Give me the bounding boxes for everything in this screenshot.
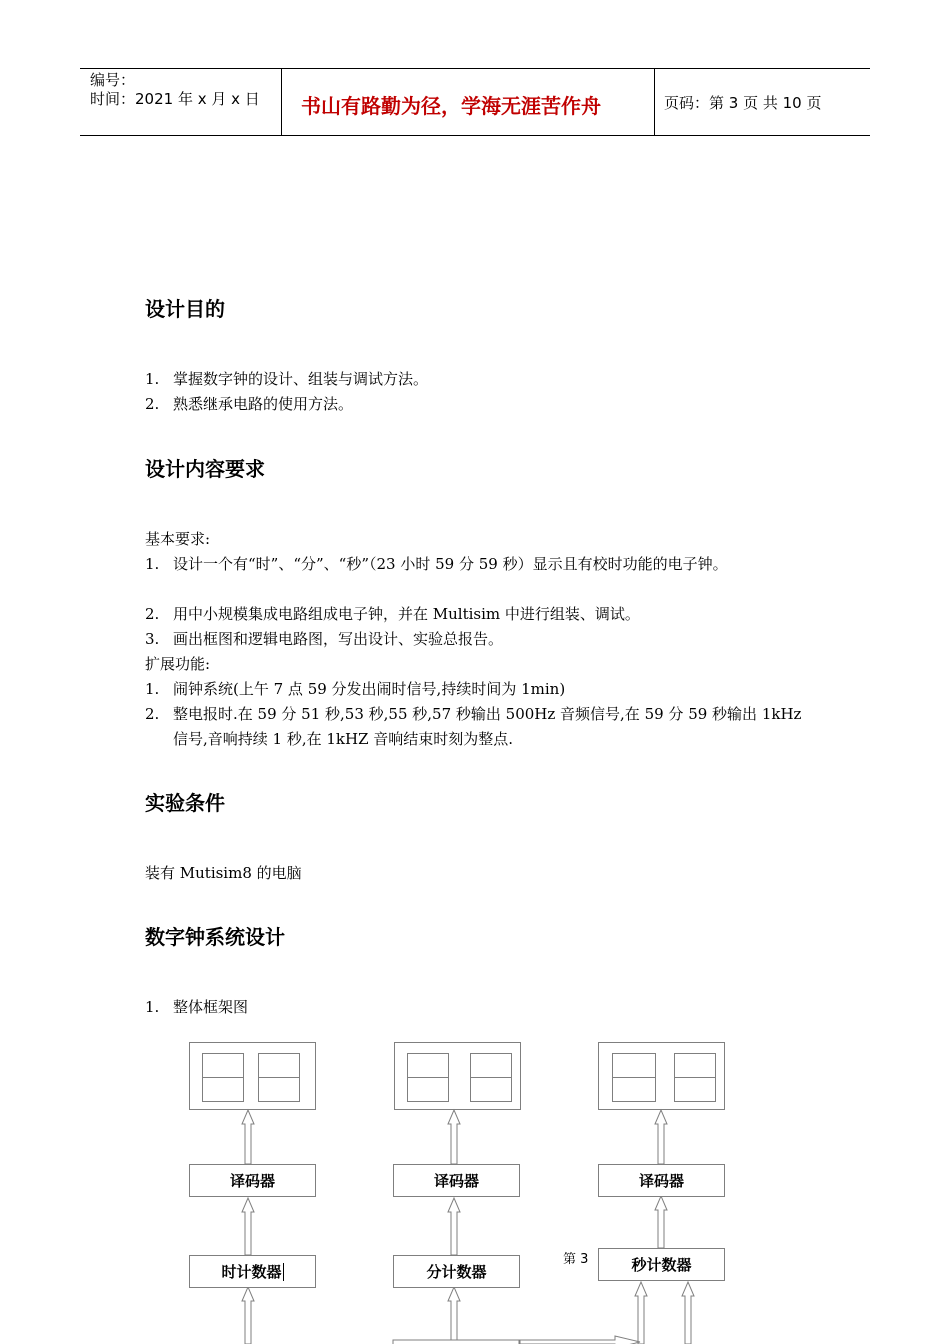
header-page-label: 页码：第 3 页 共 10 页 <box>664 94 822 112</box>
list-item-text: 用中小规模集成电路组成电子钟，并在 Multisim 中进行组装、调试。 <box>173 605 640 623</box>
list-item-number: 1. <box>145 555 160 573</box>
cut-off-box <box>393 1340 519 1344</box>
list-item-text: 熟悉继承电路的使用方法。 <box>173 395 354 413</box>
arrow-up <box>448 1198 460 1255</box>
list-item-text: 掌握数字钟的设计、组装与调试方法。 <box>173 370 429 388</box>
arrow-right <box>520 1336 640 1344</box>
conditions-text: 装有 Mutisim8 的电脑 <box>145 864 302 882</box>
list-item-number: 3. <box>145 630 160 648</box>
list-item-number: 2. <box>145 605 160 623</box>
arrow-up <box>448 1110 460 1164</box>
header-number-label: 编号： <box>90 71 136 89</box>
arrow-up <box>655 1110 667 1164</box>
arrow-up <box>242 1198 254 1255</box>
arrow-up <box>242 1287 254 1344</box>
list-item-number: 1. <box>145 680 160 698</box>
hour-counter-box <box>189 1255 316 1288</box>
hour-counter-label: 时计数器 <box>221 1263 282 1281</box>
arrow-up <box>242 1110 254 1164</box>
list-item-text: 画出框图和逻辑电路图，写出设计、实验总报告。 <box>173 630 504 648</box>
header-time-label: 时间：2021 年 x 月 x 日 <box>90 90 260 108</box>
heading-system-design: 数字钟系统设计 <box>145 925 285 949</box>
heading-conditions: 实验条件 <box>145 791 225 815</box>
list-item-number: 2. <box>145 705 160 723</box>
second-decoder-box: 译码器 <box>598 1164 725 1197</box>
list-item-text: 整体框架图 <box>173 998 249 1016</box>
heading-requirements: 设计内容要求 <box>145 457 265 481</box>
arrow-up <box>655 1196 667 1248</box>
arrow-up <box>635 1282 647 1344</box>
arrow-up <box>448 1287 460 1344</box>
second-counter-box: 秒计数器 <box>598 1248 725 1281</box>
list-item-number: 1. <box>145 998 160 1016</box>
basic-requirements-label: 基本要求: <box>145 530 211 548</box>
extended-features-label: 扩展功能: <box>145 655 211 673</box>
list-item-number: 1. <box>145 370 160 388</box>
minute-decoder-box: 译码器 <box>393 1164 520 1197</box>
minute-counter-box: 分计数器 <box>393 1255 520 1288</box>
list-item-text: 整电报时.在 59 分 51 秒,53 秒,55 秒,57 秒输出 500Hz 音频信号,在 59 分 59 秒输出 1kHz 信号,音响持续 1 秒,在 1kHZ 音响结束时刻为整点. <box>173 705 802 748</box>
list-item-text: 设计一个有“时”、“分”、“秒”（23 小时 59 分 59 秒）显示且有校时功能的电子钟。 <box>173 555 728 573</box>
list-item-text: 闹钟系统(上午 7 点 59 分发出闹时信号,持续时间为 1min) <box>173 680 566 698</box>
page-mark: 第 3 <box>563 1252 589 1267</box>
hour-decoder-box: 译码器 <box>189 1164 316 1197</box>
heading-purpose: 设计目的 <box>145 297 225 321</box>
text-cursor <box>283 1263 284 1281</box>
list-item-number: 2. <box>145 395 160 413</box>
arrow-up <box>682 1282 694 1344</box>
header-motto: 书山有路勤为径，学海无涯苦作舟 <box>301 94 601 118</box>
